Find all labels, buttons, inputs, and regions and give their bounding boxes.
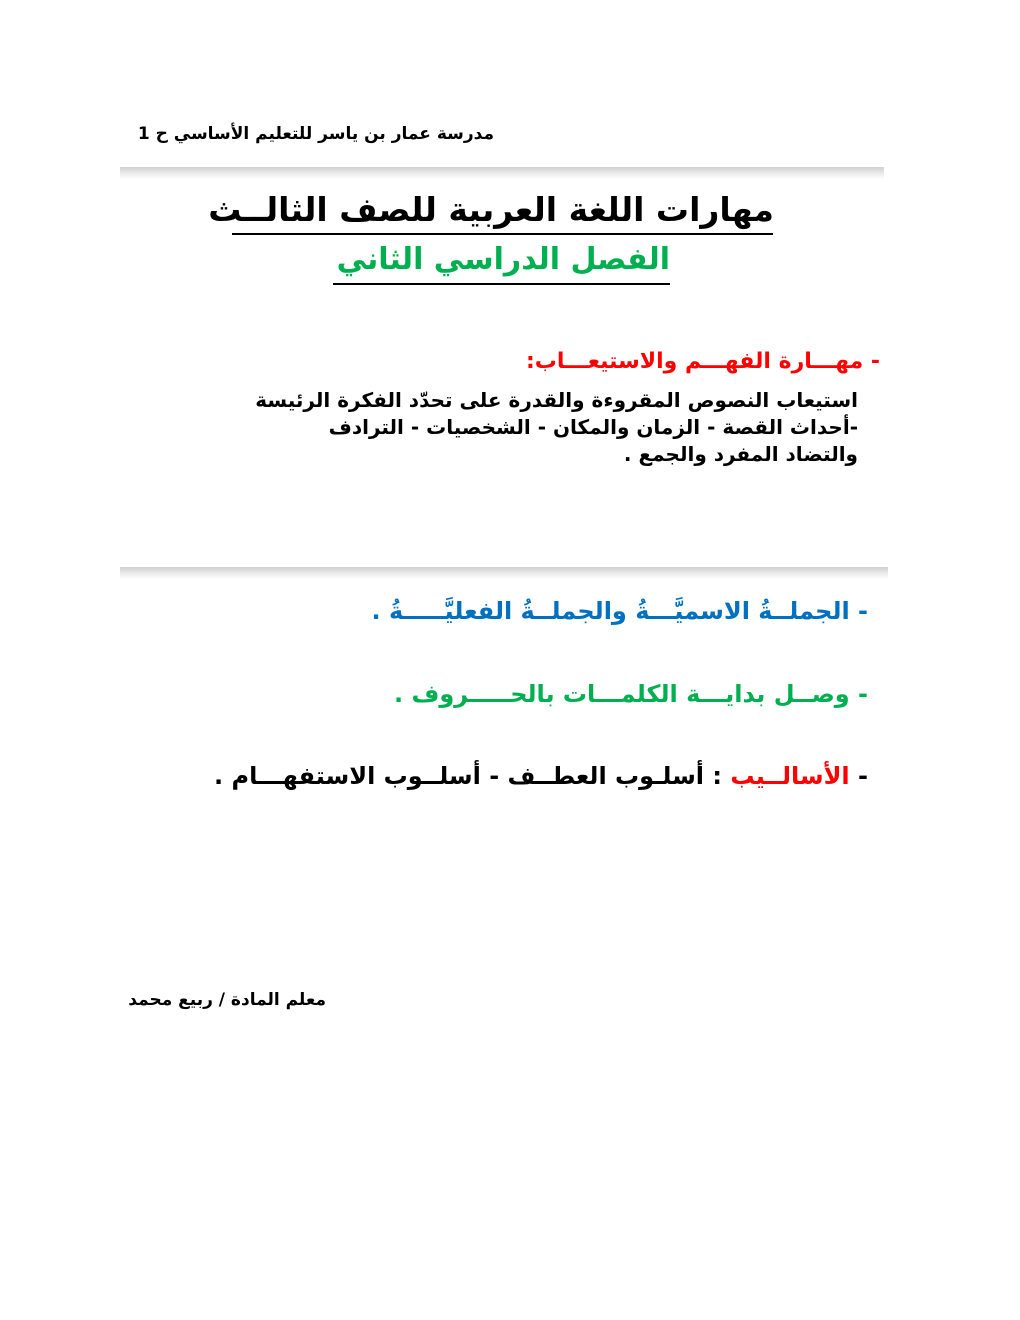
semester-subtitle: الفصل الدراسي الثاني (336, 242, 670, 277)
divider-band-top (120, 167, 884, 179)
page-title: مهارات اللغة العربية للصف الثالــث (208, 190, 774, 229)
divider-band-middle (120, 567, 888, 579)
topic-styles-prefix: - (849, 762, 868, 790)
teacher-signature: معلم المادة / ربيع محمد (128, 990, 326, 1010)
topic-styles (116, 762, 868, 790)
title-underline (232, 233, 773, 235)
topic-styles-detail: : أسلـوب العطــف - أسلــوب الاستفهـــام . (214, 762, 731, 790)
school-name: مدرسة عمار بن ياسر للتعليم الأساسي ح 1 (137, 124, 494, 144)
subtitle-underline (333, 283, 670, 285)
topic-word-beginnings-letters: - وصــل بدايـــة الكلمـــات بالحـــــروف . (394, 680, 868, 708)
topic-styles-label: الأسالــيب (730, 762, 850, 790)
topic-nominal-verbal-sentences: - الجملــةُ الاسميَّـــةُ والجملــةُ الفعليَّـــــةُ . (371, 597, 868, 625)
description-line: استيعاب النصوص المقروءة والقدرة على تحدّد الفكرة الرئيسة (255, 388, 858, 412)
description-line: -أحداث القصة - الزمان والمكان - الشخصيات - الترادف (328, 415, 858, 439)
comprehension-skill-description (140, 387, 858, 468)
description-line: والتضاد المفرد والجمع . (623, 442, 858, 466)
comprehension-skill-heading: - مهـــارة الفهـــم والاستيعـــاب: (525, 349, 880, 374)
